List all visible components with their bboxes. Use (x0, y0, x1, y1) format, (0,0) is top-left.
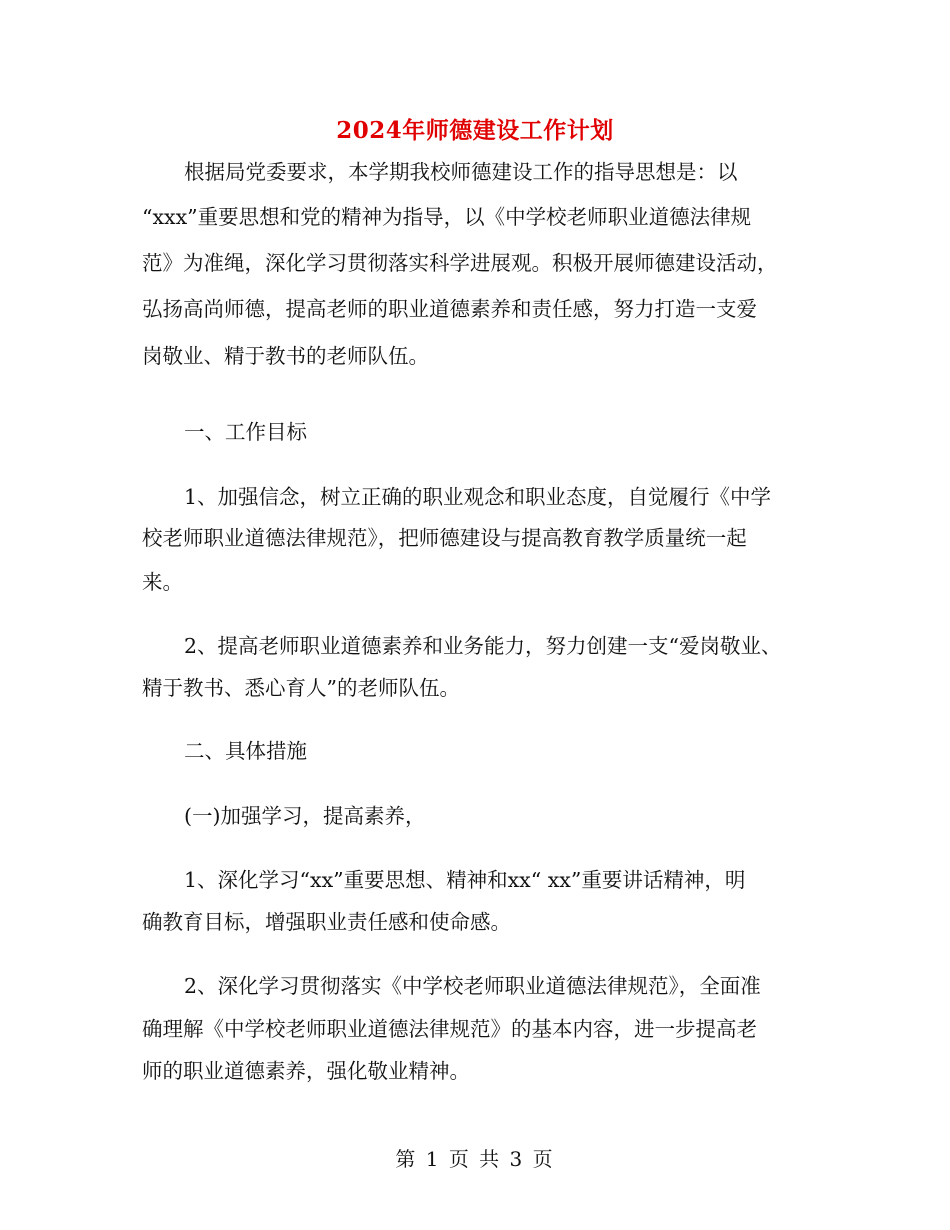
paragraph-line: 校老师职业道德法律规范》，把师德建设与提高教育教学质量统一起 (142, 526, 747, 550)
section-heading: 一、工作目标 (184, 420, 307, 444)
paragraph-line: 确教育目标，增强职业责任感和使命感。 (142, 910, 511, 934)
paragraph-line: 师的职业道德素养，强化敬业精神。 (142, 1059, 470, 1083)
paragraph-line: 2、提高老师职业道德素养和业务能力，努力创建一支“爱岗敬业、 (184, 634, 782, 658)
section-heading: 二、具体措施 (184, 739, 307, 763)
paragraph-line: 1、加强信念，树立正确的职业观念和职业态度，自觉履行《中学 (184, 485, 772, 509)
paragraph-line: 1、深化学习“xx”重要思想、精神和xx“ xx”重要讲话精神，明 (184, 868, 746, 892)
paragraph-line: 2、深化学习贯彻落实《中学校老师职业道德法律规范》，全面准 (184, 974, 761, 998)
paragraph-line: 范》为准绳，深化学习贯彻落实科学进展观。积极开展师德建设活动， (142, 251, 778, 275)
document-title: 2024年师德建设工作计划 (336, 117, 614, 144)
paragraph-line: 精于教书、悉心育人”的老师队伍。 (142, 676, 460, 700)
paragraph-line: 确理解《中学校老师职业道德法律规范》的基本内容，进一步提高老 (142, 1017, 757, 1041)
paragraph-line: 来。 (142, 570, 183, 594)
paragraph-line: 弘扬高尚师德，提高老师的职业道德素养和责任感，努力打造一支爱 (142, 297, 757, 321)
paragraph-line: 岗敬业、精于教书的老师队伍。 (142, 344, 429, 368)
page-footer: 第 1 页 共 3 页 (395, 1147, 555, 1171)
paragraph-line: 根据局党委要求，本学期我校师德建设工作的指导思想是：以 (184, 160, 738, 184)
paragraph-line: “xxx”重要思想和党的精神为指导，以《中学校老师职业道德法律规 (142, 205, 752, 229)
subsection-heading: (一)加强学习，提高素养， (184, 804, 426, 828)
